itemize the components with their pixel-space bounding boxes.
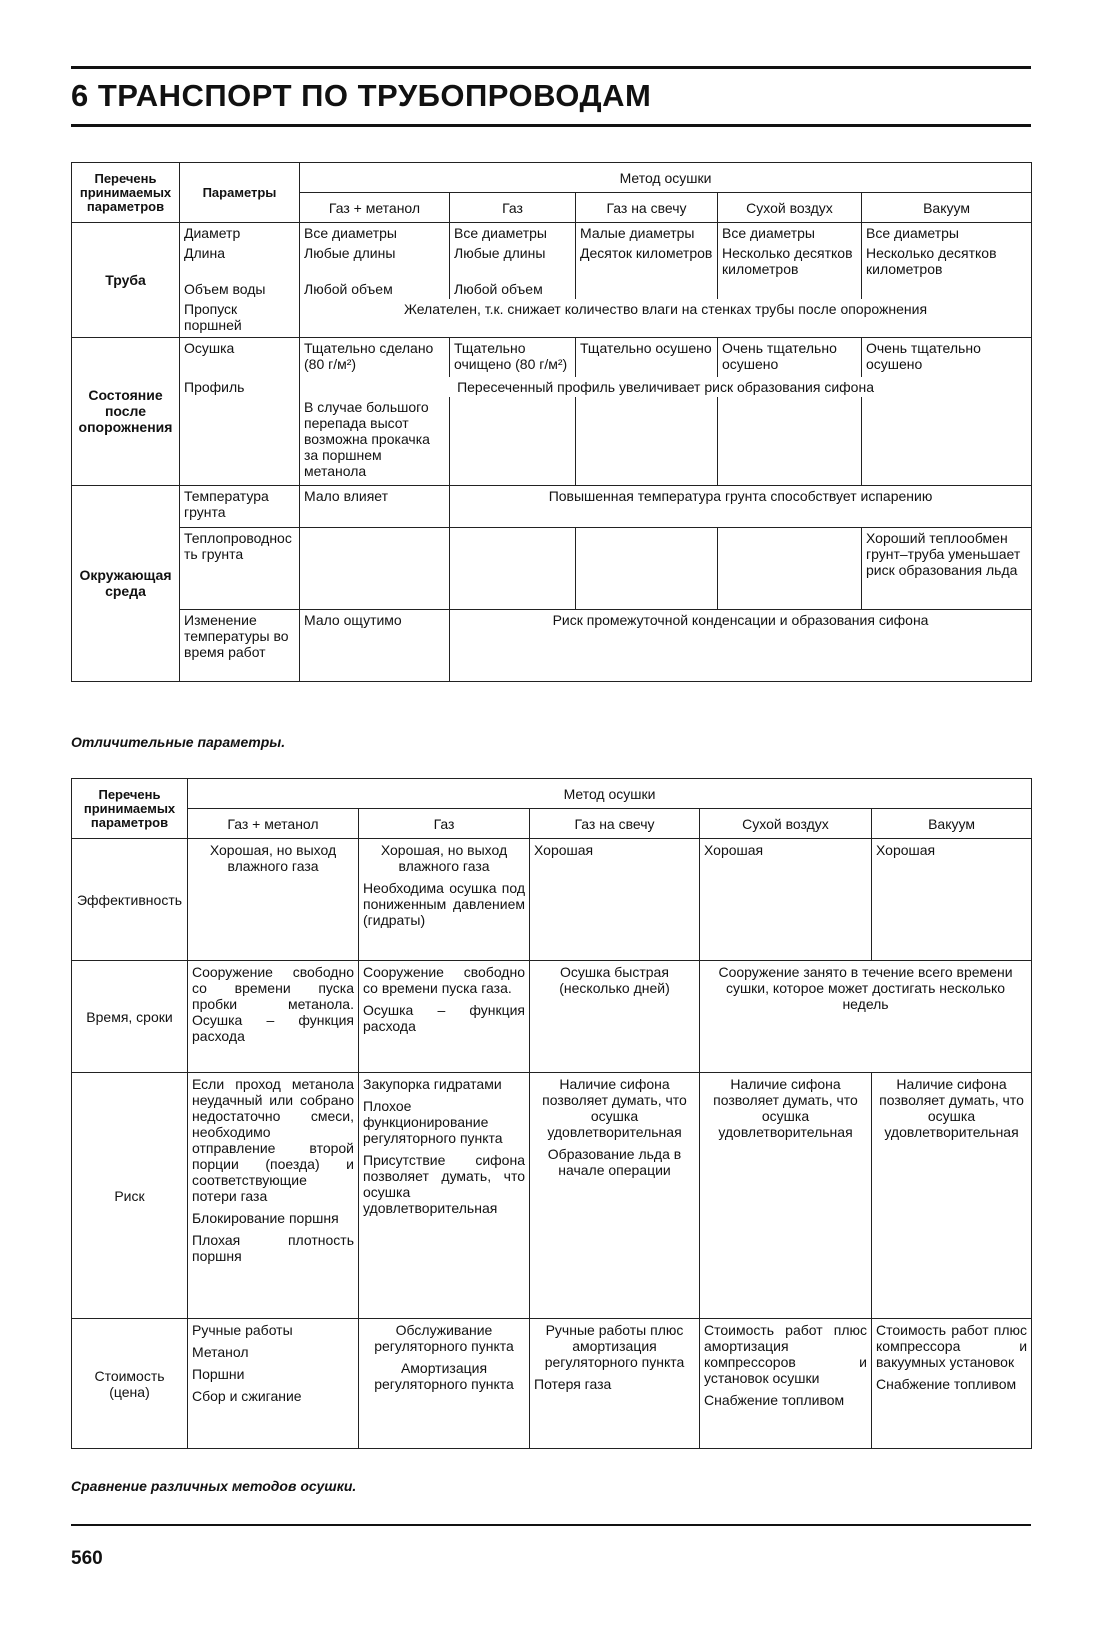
profile-note: Пересеченный профиль увеличивает риск образования сифона xyxy=(300,377,1032,397)
cell: Ручные работы Метанол Поршни Сбор и сжигание xyxy=(188,1319,359,1449)
cell: В случае большого перепада высот возможна прокачка за поршнем метанола xyxy=(300,397,450,485)
cell: Мало влияет xyxy=(300,485,450,527)
cell: Все диаметры xyxy=(300,223,450,244)
cell: Несколько десятков километров xyxy=(718,243,862,279)
cell: Стоимость работ плюс компрессора и вакуумных установок Снабжение топливом xyxy=(872,1319,1032,1449)
cell: Очень тщательно осушено xyxy=(718,337,862,377)
cell: Любой объем xyxy=(300,279,450,299)
param-drying: Осушка xyxy=(180,337,300,377)
method-header: Метод осушки xyxy=(188,779,1032,809)
cell: Несколько десятков километров xyxy=(862,243,1032,279)
cell: Все диаметры xyxy=(450,223,576,244)
column-header-params-list: Перечень принимаемых параметров xyxy=(72,779,188,839)
method-gas-flare: Газ на свечу xyxy=(576,193,718,223)
param-profile: Профиль xyxy=(180,377,300,397)
cell: Сооружение занято в течение всего времени сушки, которое может достигать несколько недель xyxy=(700,961,1032,1073)
cell: Все диаметры xyxy=(718,223,862,244)
method-dry-air: Сухой воздух xyxy=(718,193,862,223)
cell: Любые длины xyxy=(450,243,576,279)
cell: Очень тщательно осушено xyxy=(862,337,1032,377)
column-header-params: Параметры xyxy=(180,163,300,223)
page-title: 6 ТРАНСПОРТ ПО ТРУБОПРОВОДАМ xyxy=(71,78,652,113)
table1-caption: Отличительные параметры. xyxy=(71,734,286,750)
method-gas: Газ xyxy=(450,193,576,223)
cell: Мало ощутимо xyxy=(300,609,450,681)
param-soil-temp: Температура грунта xyxy=(180,485,300,527)
cell: Осушка быстрая (несколько дней) xyxy=(530,961,700,1073)
row-efficiency: Эффективность xyxy=(72,839,188,961)
row-time: Время, сроки xyxy=(72,961,188,1073)
methods-comparison-table xyxy=(71,778,1032,1449)
page-number: 560 xyxy=(71,1548,103,1569)
cell: Хороший теплообмен грунт–труба уменьшает риск образования льда xyxy=(862,527,1032,609)
title-rule xyxy=(71,124,1031,127)
method-dry-air: Сухой воздух xyxy=(700,809,872,839)
cell: Хорошая, но выход влажного газа Необходима осушка под пониженным давлением (гидраты) xyxy=(359,839,530,961)
cell: Закупорка гидратами Плохое функционирование регуляторного пункта Присутствие сифона позволяет думать, что осушка удовлетворительная xyxy=(359,1073,530,1319)
method-vacuum: Вакуум xyxy=(872,809,1032,839)
cell: Наличие сифона позволяет думать, что осушка удовлетворительная xyxy=(872,1073,1032,1319)
cell: Хорошая xyxy=(530,839,700,961)
cell: Любой объем xyxy=(450,279,576,299)
param-temp-change: Изменение температуры во время работ xyxy=(180,609,300,681)
cell: Любые длины xyxy=(300,243,450,279)
param-pig-passage: Пропуск поршней xyxy=(180,299,300,337)
top-rule xyxy=(71,66,1031,69)
distinctive-parameters-table xyxy=(71,162,1032,682)
cell: Стоимость работ плюс амортизация компрессоров и установок осушки Снабжение топливом xyxy=(700,1319,872,1449)
soil-temp-note: Повышенная температура грунта способствует испарению xyxy=(450,485,1032,527)
param-diameter: Диаметр xyxy=(180,223,300,244)
param-soil-conductivity: Теплопроводность грунта xyxy=(180,527,300,609)
row-risk: Риск xyxy=(72,1073,188,1319)
method-vacuum: Вакуум xyxy=(862,193,1032,223)
param-water-volume: Объем воды xyxy=(180,279,300,299)
cell: Наличие сифона позволяет думать, что осушка удовлетворительная xyxy=(700,1073,872,1319)
cell: Хорошая xyxy=(700,839,872,961)
group-state: Состояние после опорожнения xyxy=(72,337,180,485)
pig-note: Желателен, т.к. снижает количество влаги на стенках трубы после опорожнения xyxy=(300,299,1032,337)
footer-rule xyxy=(71,1524,1031,1526)
cell: Все диаметры xyxy=(862,223,1032,244)
param-length: Длина xyxy=(180,243,300,279)
cell: Если проход метанола неудачный или собрано недостаточно смеси, необходимо отправление второй порции (поезда) и соответствующие потери газа Блокирование поршня Плохая плотность поршня xyxy=(188,1073,359,1319)
row-cost: Стоимость (цена) xyxy=(72,1319,188,1449)
cell: Десяток километров xyxy=(576,243,718,279)
cell: Наличие сифона позволяет думать, что осушка удовлетворительная Образование льда в начале операции xyxy=(530,1073,700,1319)
method-gas-methanol: Газ + метанол xyxy=(300,193,450,223)
cell: Хорошая, но выход влажного газа xyxy=(188,839,359,961)
cell: Сооружение свободно со времени пуска пробки метанола. Осушка – функция расхода xyxy=(188,961,359,1073)
cell: Хорошая xyxy=(872,839,1032,961)
cell: Малые диаметры xyxy=(576,223,718,244)
cell: Тщательно сделано (80 г/м²) xyxy=(300,337,450,377)
method-gas-flare: Газ на свечу xyxy=(530,809,700,839)
cell: Обслуживание регуляторного пункта Амортизация регуляторного пункта xyxy=(359,1319,530,1449)
method-gas: Газ xyxy=(359,809,530,839)
cell: Сооружение свободно со времени пуска газа. Осушка – функция расхода xyxy=(359,961,530,1073)
column-header-params-list: Перечень принимаемых параметров xyxy=(72,163,180,223)
method-gas-methanol: Газ + метанол xyxy=(188,809,359,839)
temp-change-note: Риск промежуточной конденсации и образования сифона xyxy=(450,609,1032,681)
group-environment: Окружающая среда xyxy=(72,485,180,681)
cell: Ручные работы плюс амортизация регуляторного пункта Потеря газа xyxy=(530,1319,700,1449)
method-header: Метод осушки xyxy=(300,163,1032,193)
cell: Тщательно очищено (80 г/м²) xyxy=(450,337,576,377)
table2-caption: Сравнение различных методов осушки. xyxy=(71,1478,357,1494)
cell: Тщательно осушено xyxy=(576,337,718,377)
group-pipe: Труба xyxy=(72,223,180,338)
